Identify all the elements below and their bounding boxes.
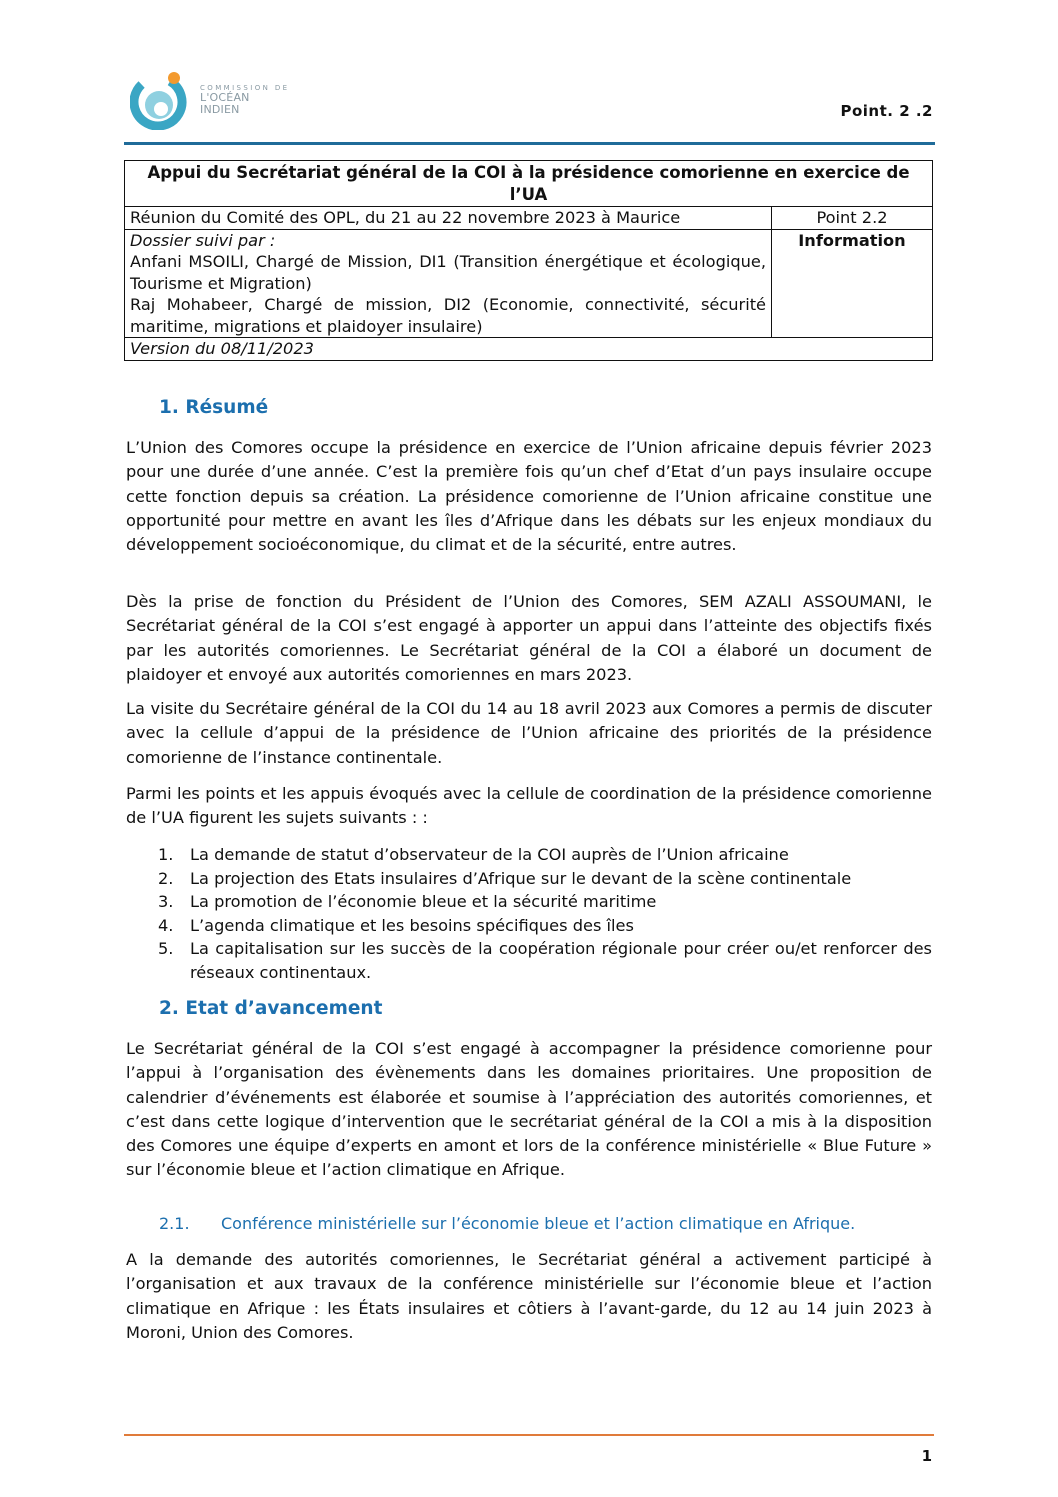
paragraph: Dès la prise de fonction du Président de l’Union des Comores, SEM AZALI ASSOUMANI, le Secrétariat général de la COI s’est engagé à apporter un appui dans l’atteinte des objectifs fixés par les autorités comoriennes. Le Secrétariat général de la COI a élaboré un document de plaidoyer et envoyé aux autorités comoriennes en mars 2023. — [126, 592, 932, 684]
list-text: L’agenda climatique et les besoins spécifiques des îles — [190, 915, 634, 935]
logo-line-1: COMMISSION DE — [200, 84, 290, 92]
table-row — [125, 207, 933, 230]
list-number: 5. — [158, 939, 174, 958]
point-reference: Point 2.2 — [772, 207, 933, 230]
coi-logo-icon — [130, 68, 192, 130]
subsection-number: 2.1. — [159, 1214, 190, 1233]
paragraph: Parmi les points et les appuis évoqués avec la cellule de coordination de la présidence comorienne de l’UA figurent les sujets suivants : : — [126, 784, 932, 828]
table-row — [125, 161, 933, 207]
info-table — [124, 160, 933, 361]
list-text: La demande de statut d’observateur de la COI auprès de l’Union africaine — [190, 845, 789, 864]
table-row — [125, 229, 933, 338]
list-item — [126, 890, 932, 914]
list-number: 3. — [158, 892, 174, 911]
version-date: Version du 08/11/2023 — [125, 338, 933, 361]
footer-divider — [124, 1434, 934, 1436]
section-heading-resume: 1. Résumé — [159, 397, 269, 418]
table-row — [125, 338, 933, 361]
paragraph: A la demande des autorités comoriennes, le Secrétariat général a activement participé à l’organisation et aux travaux de la conférence ministérielle sur l’économie bleue et l’action climatique en Afrique : les États insulaires et côtiers à l’avant-garde, du 12 au 14 juin 2023 à Moroni, Union des Comores. — [126, 1250, 932, 1342]
logo-line-2: L'OCÉAN INDIEN — [200, 91, 250, 116]
logo-wordmark — [200, 85, 290, 115]
person-2: Raj Mohabeer, Chargé de mission, DI2 (Economie, connectivité, sécurité maritime, migrations et plaidoyer insulaire) — [130, 295, 766, 336]
document-type: Information — [772, 229, 933, 338]
page-number: 1 — [921, 1447, 932, 1465]
agenda-point-label: Point. 2 .2 — [840, 102, 933, 120]
paragraph: L’Union des Comores occupe la présidence en exercice de l’Union africaine depuis février 2023 pour une durée d’une année. C’est la première fois qu’un chef d’Etat d’un pays insulaire occupe cette fonction depuis sa création. La présidence comorienne de l’Union africaine constitue une opportunité pour mettre en avant les îles d’Afrique dans les débats sur les enjeux mondiaux du développement socioéconomique, du climat et de la sécurité, entre autres. — [126, 438, 932, 555]
list-item — [126, 843, 932, 867]
list-item — [126, 937, 932, 984]
followed-by-cell — [125, 229, 772, 338]
list-text: La promotion de l’économie bleue et la sécurité maritime — [190, 892, 657, 911]
subsection-heading — [159, 1214, 855, 1233]
paragraph: La visite du Secrétaire général de la COI du 14 au 18 avril 2023 aux Comores a permis de discuter avec la cellule d’appui de la présidence de l’Union africaine des priorités de la présidence comorienne de l’instance continentale. — [126, 699, 932, 767]
list-number: 4. — [158, 915, 174, 935]
list-text: La capitalisation sur les succès de la coopération régionale pour créer ou/et renforcer des réseaux continentaux. — [190, 939, 932, 982]
list-number: 1. — [158, 845, 174, 864]
list-text: La projection des Etats insulaires d’Afrique sur le devant de la scène continentale — [190, 868, 852, 888]
organization-logo — [130, 68, 290, 118]
document-title: Appui du Secrétariat général de la COI à la présidence comorienne en exercice de l’UA — [125, 161, 933, 207]
list-number: 2. — [158, 868, 174, 888]
meeting-info: Réunion du Comité des OPL, du 21 au 22 novembre 2023 à Maurice — [125, 207, 772, 230]
followed-by-label: Dossier suivi par : — [130, 230, 276, 250]
subsection-title: Conférence ministérielle sur l’économie bleue et l’action climatique en Afrique. — [221, 1214, 856, 1233]
paragraph: Le Secrétariat général de la COI s’est engagé à accompagner la présidence comorienne pour l’appui à l’organisation des évènements dans les domaines prioritaires. Une proposition de calendrier d’événements est élaborée et soumise à l’appréciation des autorités comoriennes, et c’est dans cette logique d’intervention que le secrétariat général de la COI a mis à la disposition des Comores une équipe d’experts en amont et lors de la conférence ministérielle « Blue Future » sur l’économie bleue et l’action climatique en Afrique. — [126, 1039, 932, 1180]
person-1: Anfani MSOILI, Chargé de Mission, DI1 (Transition énergétique et écologique, Tourisme et Migration) — [130, 252, 766, 293]
section-heading-etat-avancement: 2. Etat d’avancement — [159, 998, 383, 1019]
list-item — [126, 914, 932, 938]
header-divider — [124, 142, 935, 145]
topics-list — [126, 843, 932, 984]
list-item — [126, 867, 932, 891]
